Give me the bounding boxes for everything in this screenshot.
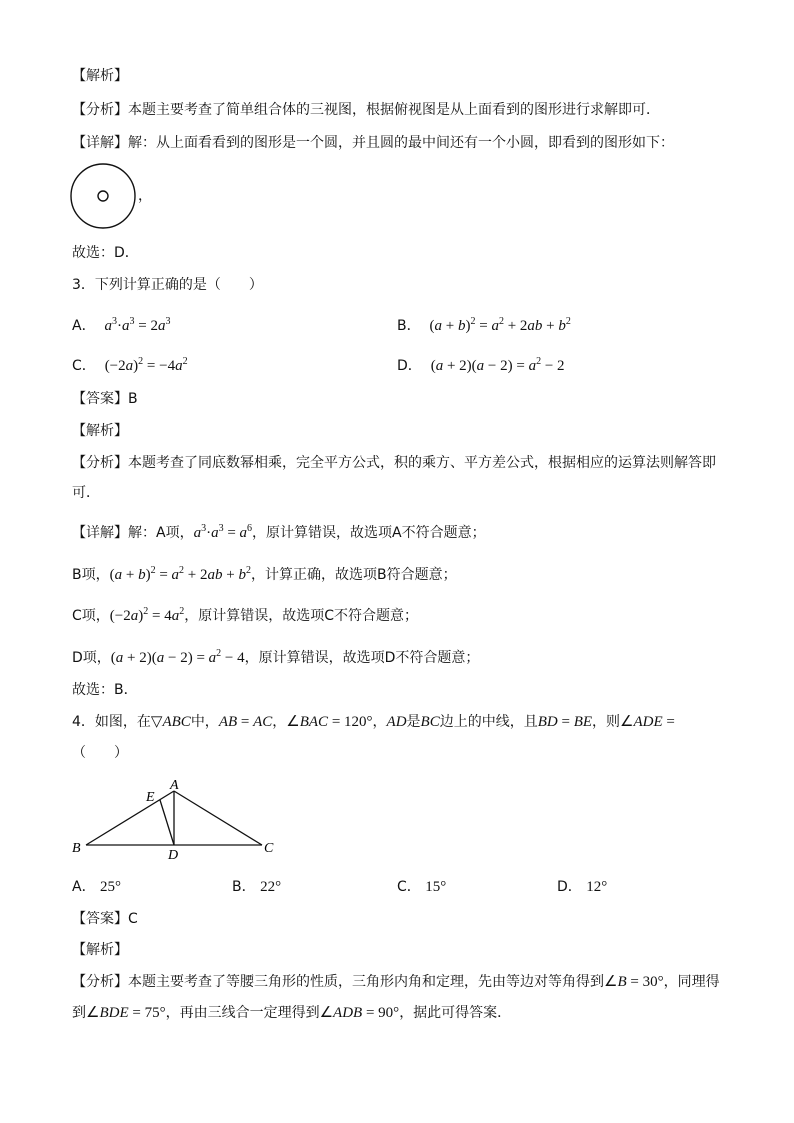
q3-choice: 故选：B． — [72, 682, 138, 698]
q3-option-b: B． $(a + b)^2 = a^2 + 2ab + b^2$ — [397, 316, 571, 334]
q4-stem-1: 4．如图，在▽ABC中，AB = AC，∠BAC = 120°，AD是BC边上的中线，且BD = BE，则∠ADE = — [72, 714, 675, 730]
q4-option-a: A． 25° — [72, 879, 122, 895]
q3-detail-d: D项，$(a + 2)(a - 2) = a^2 - 4$，原计算错误，故选项D不符合题意； — [72, 648, 480, 666]
top-view-figure — [70, 163, 140, 231]
q3-analysis-2: 可． — [72, 485, 100, 501]
q4-option-d: D． 12° — [557, 879, 608, 895]
q4-jiexi: 【解析】 — [72, 942, 128, 958]
q4-analysis-1: 【分析】本题主要考查了等腰三角形的性质，三角形内角和定理，先由等边对等角得到∠B = 30°，同理得 — [72, 974, 720, 990]
label-B: B — [72, 841, 81, 856]
q3-option-a: A． $a^3\cdot a^3 = 2a^3$ — [72, 316, 171, 334]
q3-option-c: C． $(-2a)^2 = -4a^2$ — [72, 356, 188, 374]
q4-answer: 【答案】C — [72, 911, 138, 927]
analysis-line: 【分析】本题主要考查了简单组合体的三视图，根据俯视图是从上面看到的图形进行求解即可． — [72, 102, 660, 118]
segment-AC — [174, 791, 262, 845]
q3-detail-b: B项，$(a + b)^2 = a^2 + 2ab + b^2$，计算正确，故选项B符合题意； — [72, 565, 457, 583]
q3-option-d: D． $(a + 2)(a - 2) = a^2 - 2$ — [397, 356, 565, 374]
figure-comma: ， — [138, 188, 152, 204]
outer-circle — [71, 164, 135, 228]
label-D: D — [168, 848, 179, 863]
segment-BA — [86, 791, 174, 845]
q3-answer: 【答案】B — [72, 391, 138, 407]
jiexi-heading: 【解析】 — [72, 68, 128, 84]
label-C: C — [264, 841, 274, 856]
label-A: A — [170, 778, 179, 793]
q4-option-c: C． 15° — [397, 879, 447, 895]
q4-stem-2: （ ） — [72, 745, 128, 761]
q3-analysis-1: 【分析】本题考查了同底数幂相乘，完全平方公式，积的乘方、平方差公式，根据相应的运算法则解答即 — [72, 455, 716, 471]
inner-circle — [98, 191, 108, 201]
q3-detail-c: C项，$(-2a)^2 = 4a^2$，原计算错误，故选项C不符合题意； — [72, 606, 418, 624]
answer-choice-line: 故选：D． — [72, 245, 139, 261]
q4-analysis-2: 到∠BDE = 75°，再由三线合一定理得到∠ADB = 90°，据此可得答案． — [72, 1005, 512, 1021]
q4-option-b: B． 22° — [232, 879, 282, 895]
q3-jiexi: 【解析】 — [72, 423, 128, 439]
label-E: E — [146, 790, 155, 805]
q4-triangle-figure — [68, 775, 288, 865]
q3-stem: 3．下列计算正确的是（ ） — [72, 277, 263, 293]
detail-line: 【详解】解：从上面看看到的图形是一个圆，并且圆的最中间还有一个小圆，即看到的图形如下： — [72, 135, 674, 151]
q3-detail-a: 【详解】解：A项，$a^3\cdot a^3 = a^6$，原计算错误，故选项A不符合题意； — [72, 523, 486, 541]
segment-DE — [160, 800, 174, 845]
